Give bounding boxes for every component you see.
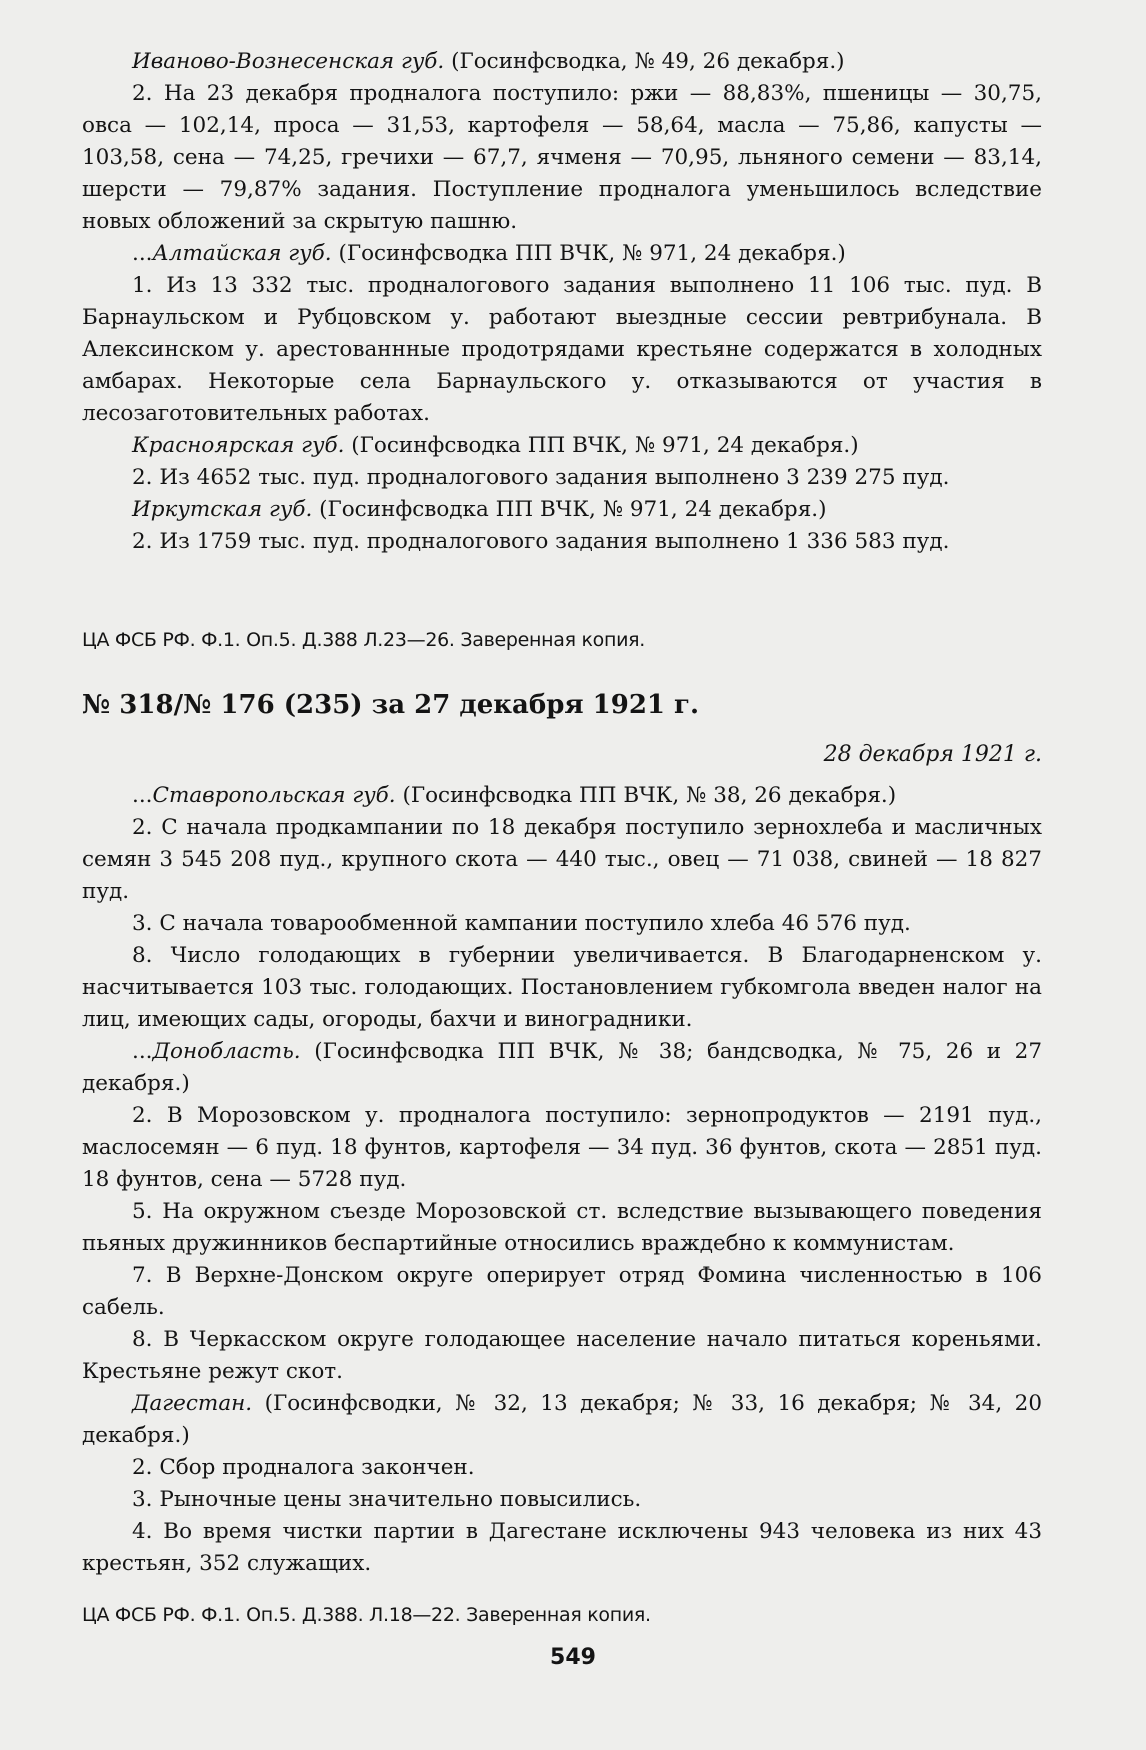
- ellipsis: ...: [132, 241, 153, 266]
- region-source: (Госинфсводки, № 32, 13 декабря; № 33, 16 декабря; № 34, 20 декабря.): [82, 1391, 1042, 1448]
- region-source: (Госинфсводка ПП ВЧК, № 38; бандсводка, № 75, 26 и 27 декабря.): [82, 1039, 1042, 1096]
- ellipsis: ...: [132, 783, 153, 808]
- region-name: Алтайская губ.: [152, 241, 332, 266]
- report-paragraph: 4. Во время чистки партии в Дагестане исключены 943 человека из них 43 крестьян, 352 служащих.: [82, 1519, 1042, 1576]
- report-paragraph: 8. В Черкасском округе голодающее население начало питаться кореньями. Крестьяне режут скот.: [82, 1327, 1042, 1384]
- report-paragraph: 2. Из 1759 тыс. пуд. продналогового задания выполнено 1 336 583 пуд.: [132, 529, 950, 554]
- report-paragraph: 2. На 23 декабря продналога поступило: ржи — 88,83%, пшеницы — 30,75, овса — 102,14, проса — 31,53, картофеля — 58,64, масла — 75,86, капусты — 103,58, сена — 74,25, гречихи — 67,7, ячменя — 70,95, льняного семени — 83,14, шерсти — 79,87% задания. Поступление продналога уменьшилось вследствие новых обложений за скрытую пашню.: [82, 81, 1042, 234]
- region-source: (Госинфсводка ПП ВЧК, № 971, 24 декабря.): [344, 433, 859, 458]
- report-block-2: [82, 780, 1042, 1580]
- region-name: Донобласть.: [152, 1039, 301, 1064]
- region-line: [82, 238, 1042, 270]
- region-name: Дагестан.: [132, 1391, 253, 1416]
- region-line: [82, 430, 1042, 462]
- region-name: Иваново-Вознесенская губ.: [132, 49, 445, 74]
- archive-source: ЦА ФСБ РФ. Ф.1. Оп.5. Д.388 Л.23—26. Заверенная копия.: [82, 629, 646, 651]
- document-heading: № 318/№ 176 (235) за 27 декабря 1921 г.: [82, 690, 700, 720]
- region-line: [82, 494, 1042, 526]
- region-name: Красноярская губ.: [132, 433, 345, 458]
- region-line: [82, 780, 1042, 812]
- ellipsis: ...: [132, 1039, 153, 1064]
- report-paragraph: 3. С начала товарообменной кампании поступило хлеба 46 576 пуд.: [132, 911, 911, 936]
- region-name: Иркутская губ.: [132, 497, 313, 522]
- report-paragraph: 5. На окружном съезде Морозовской ст. вследствие вызывающего поведения пьяных дружинников беспартийные относились враждебно к коммунистам.: [82, 1199, 1042, 1256]
- region-line: [82, 1388, 1042, 1452]
- report-paragraph: 2. С начала продкампании по 18 декабря поступило зернохлеба и масличных семян 3 545 208 пуд., крупного скота — 440 тыс., овец — 71 038, свиней — 18 827 пуд.: [82, 815, 1042, 904]
- archive-source: ЦА ФСБ РФ. Ф.1. Оп.5. Д.388. Л.18—22. Заверенная копия.: [82, 1604, 651, 1626]
- report-paragraph: 3. Рыночные цены значительно повысились.: [132, 1487, 642, 1512]
- report-paragraph: 2. Сбор продналога закончен.: [132, 1455, 475, 1480]
- region-name: Ставропольская губ.: [152, 783, 396, 808]
- region-source: (Госинфсводка, № 49, 26 декабря.): [444, 49, 845, 74]
- report-paragraph: 8. Число голодающих в губернии увеличивается. В Благодарненском у. насчитывается 103 тыс. голодающих. Постановлением губкомгола введен налог на лиц, имеющих сады, огороды, бахчи и виноградники.: [82, 943, 1042, 1032]
- report-block-1: [82, 46, 1042, 558]
- report-paragraph: 2. Из 4652 тыс. пуд. продналогового задания выполнено 3 239 275 пуд.: [132, 465, 950, 490]
- report-paragraph: 7. В Верхне-Донском округе оперирует отряд Фомина численностью в 106 сабель.: [82, 1263, 1042, 1320]
- region-source: (Госинфсводка ПП ВЧК, № 971, 24 декабря.): [331, 241, 846, 266]
- report-paragraph: 1. Из 13 332 тыс. продналогового задания выполнено 11 106 тыс. пуд. В Барнаульском и Рубцовском у. работают выездные сессии ревтрибунала. В Алексинском у. арестованнные продотрядами крестьяне содержатся в холодных амбарах. Некоторые села Барнаульского у. отказываются от участия в лесозаготовительных работах.: [82, 273, 1042, 426]
- report-paragraph: 2. В Морозовском у. продналога поступило: зернопродуктов — 2191 пуд., маслосемян — 6 пуд. 18 фунтов, картофеля — 34 пуд. 36 фунтов, скота — 2851 пуд. 18 фунтов, сена — 5728 пуд.: [82, 1103, 1042, 1192]
- page-number: 549: [550, 1645, 596, 1670]
- region-source: (Госинфсводка ПП ВЧК, № 38, 26 декабря.): [395, 783, 897, 808]
- region-line: [82, 46, 1042, 78]
- region-source: (Госинфсводка ПП ВЧК, № 971, 24 декабря.): [312, 497, 827, 522]
- document-date: 28 декабря 1921 г.: [823, 742, 1042, 767]
- region-line: [82, 1036, 1042, 1100]
